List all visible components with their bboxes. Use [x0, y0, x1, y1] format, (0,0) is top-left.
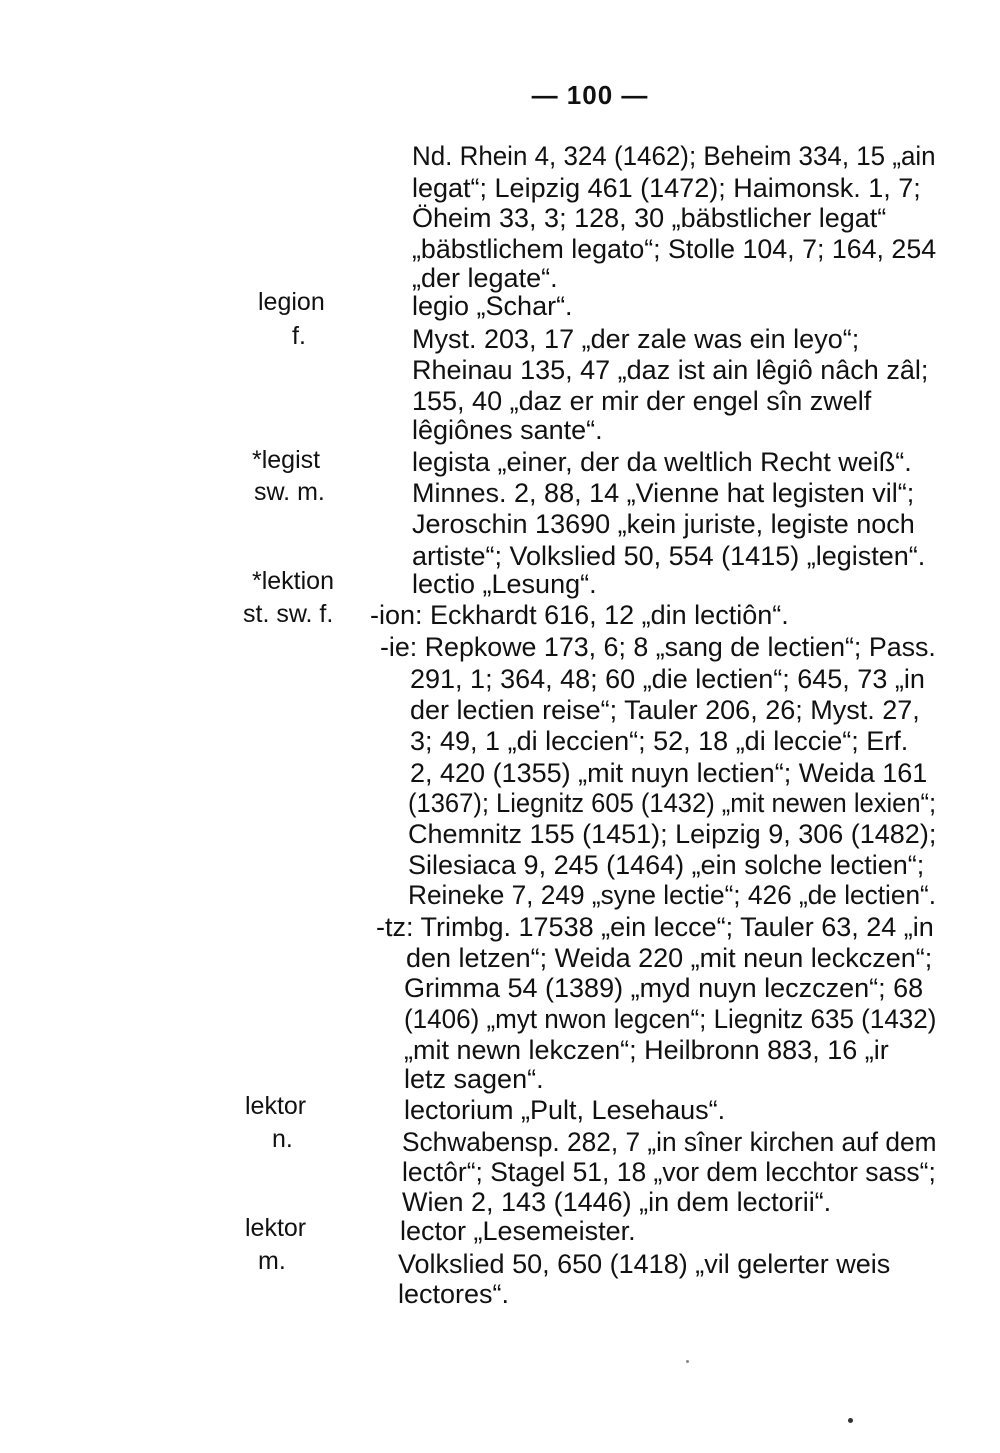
headword-gender: n. [272, 1125, 293, 1153]
text-line: 2, 420 (1355) „mit nuyn lectien“; Weida 161 [410, 758, 928, 788]
page-number: — 100 — [531, 80, 649, 110]
text-line: -ion: Eckhardt 616, 12 „din lectiôn“. [370, 600, 789, 630]
text-line: -tz: Trimbg. 17538 „ein lecce“; Tauler 63, 24 „in [376, 912, 934, 942]
text-line: den letzen“; Weida 220 „mit neun leckczen“; [406, 943, 933, 973]
text-line: 155, 40 „daz er mir der engel sîn zwelf [412, 386, 872, 416]
headword-lektor: lektor [245, 1214, 307, 1242]
text-line: Chemnitz 155 (1451); Leipzig 9, 306 (1482); [408, 819, 937, 849]
text-line: (1367); Liegnitz 605 (1432) „mit newen lexien“; [408, 788, 937, 818]
text-line: Volkslied 50, 650 (1418) „vil gelerter weis [398, 1249, 891, 1279]
text-line: (1406) „myt nwon legcen“; Liegnitz 635 (1432) [404, 1004, 937, 1034]
text-line: Minnes. 2, 88, 14 „Vienne hat legisten vil“; [412, 478, 915, 508]
text-line: -ie: Repkowe 173, 6; 8 „sang de lectien“; Pass. [380, 632, 936, 662]
text-line: „mit newn lekczen“; Heilbronn 883, 16 „ir [404, 1035, 889, 1065]
text-line: Schwabensp. 282, 7 „in sîner kirchen auf dem [402, 1127, 937, 1157]
text-line: „bäbstlichem legato“; Stolle 104, 7; 164, 254 [412, 234, 937, 264]
text-line: Silesiaca 9, 245 (1464) „ein solche lectien“; [408, 850, 925, 880]
text-line: Reineke 7, 249 „syne lectie“; 426 „de lectien“. [408, 880, 937, 910]
text-line: Myst. 203, 17 „der zale was ein leyo“; [412, 324, 860, 354]
text-line: der lectien reise“; Tauler 206, 26; Myst. 27, [410, 695, 920, 725]
text-line: Jeroschin 13690 „kein juriste, legiste noch [412, 509, 915, 539]
text-line: legista „einer, der da weltlich Recht weiß“. [412, 447, 912, 477]
text-line: legat“; Leipzig 461 (1472); Haimonsk. 1, 7; [412, 173, 921, 203]
headword-gender: f. [292, 322, 306, 350]
text-line: lectorium „Pult, Lesehaus“. [404, 1095, 726, 1125]
text-line: artiste“; Volkslied 50, 554 (1415) „legisten“. [412, 541, 926, 571]
text-line: Nd. Rhein 4, 324 (1462); Beheim 334, 15 „ain [412, 141, 936, 171]
text-line: Grimma 54 (1389) „myd nuyn leczczen“; 68 [404, 973, 924, 1003]
headword-gender: m. [258, 1247, 286, 1275]
text-line: letz sagen“. [404, 1064, 544, 1094]
text-line: Öheim 33, 3; 128, 30 „bäbstlicher legat“ [412, 203, 887, 233]
scan-speck [848, 1418, 853, 1423]
headword-lektor: lektor [245, 1092, 307, 1120]
text-line: Rheinau 135, 47 „daz ist ain lêgiô nâch zâl; [412, 355, 929, 385]
text-line: 291, 1; 364, 48; 60 „die lectien“; 645, 73 „in [410, 664, 925, 694]
text-line: „der legate“. [412, 263, 558, 293]
headword-gender: sw. m. [254, 478, 325, 506]
text-line: 3; 49, 1 „di leccien“; 52, 18 „di leccie“; Erf. [410, 726, 909, 756]
text-line: lectio „Lesung“. [412, 569, 597, 599]
text-line: Wien 2, 143 (1446) „in dem lectorii“. [402, 1187, 832, 1217]
headword-legion: legion [258, 288, 325, 316]
headword-gender: st. sw. f. [243, 600, 334, 628]
headword-legist: *legist [252, 446, 321, 474]
text-line: lectôr“; Stagel 51, 18 „vor dem lecchtor sass“; [402, 1157, 936, 1187]
text-line: lêgiônes sante“. [412, 415, 603, 445]
text-line: legio „Schar“. [412, 291, 573, 321]
headword-lektion: *lektion [252, 567, 334, 595]
scan-speck [686, 1360, 689, 1363]
text-line: lector „Lesemeister. [400, 1216, 636, 1246]
text-line: lectores“. [398, 1279, 510, 1309]
